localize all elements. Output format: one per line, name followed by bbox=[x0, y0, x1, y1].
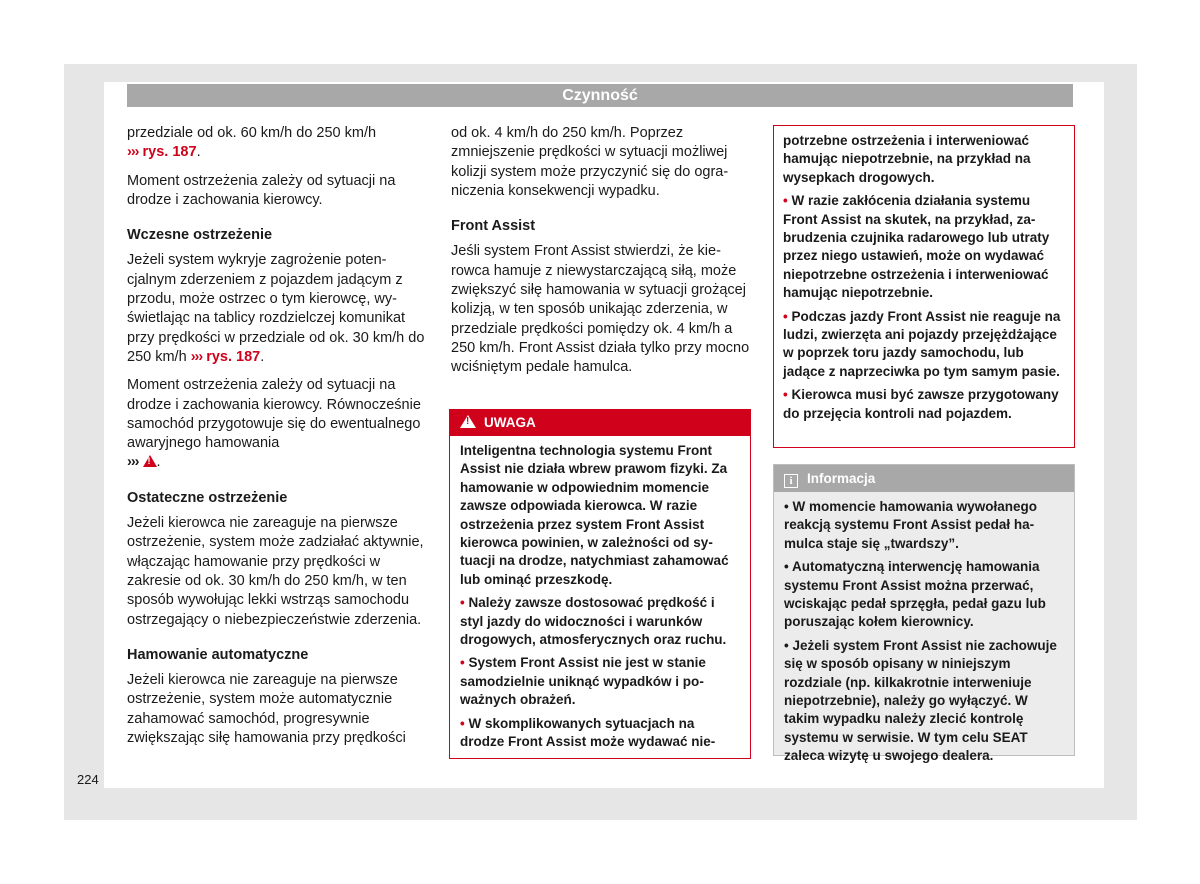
warning-box-continued bbox=[773, 125, 1075, 448]
paragraph: przedziale od ok. 60 km/h do 250 km/h ››› rys. 187. bbox=[127, 125, 377, 161]
reference-arrows: ››› bbox=[127, 144, 139, 161]
bullet-icon: • bbox=[783, 193, 788, 209]
paragraph: Jeżeli kierowca nie zareaguje na pierwsze ostrzeżenie, system może zadziałać aktywnie, włączając hamowanie przy prędkości w zakresie od ok. 30 km/h do 250 km/h, w ten sposób wywołując lekki wstrząs samochodu ostrzegający o niebezpieczeństwie zderzenia. bbox=[127, 515, 424, 628]
text-column-left bbox=[127, 124, 427, 757]
subheading-early-warning: Wczesne ostrzeżenie bbox=[127, 227, 273, 244]
warning-box bbox=[449, 409, 751, 759]
text-column-middle bbox=[451, 124, 751, 387]
figure-link[interactable]: rys. 187 bbox=[142, 144, 197, 161]
list-item: • Kierowca musi być zawsze przygotowany do przejęcia kontroli nad pojazdem. bbox=[783, 387, 1059, 421]
reference-arrows: ››› bbox=[127, 454, 139, 471]
info-box bbox=[773, 464, 1075, 764]
bullet-icon: • bbox=[784, 637, 789, 653]
warning-triangle-icon[interactable] bbox=[143, 455, 157, 467]
paragraph: Jeśli system Front Assist stwierdzi, że kierowca hamuje z niewystarczającą siłą, może zwiększyć siłę hamowania w sytuacji grożącej kolizją, w ten sposób unikając zderzenia, w przedziale prędkości pomiędzy ok. 4 km/h a 250 km/h. Front Assist działa tylko przy mocno wciśniętym pedale hamulca. bbox=[451, 243, 750, 376]
bullet-icon: • bbox=[784, 559, 789, 575]
figure-link[interactable]: rys. 187 bbox=[206, 348, 261, 365]
info-box-header: i Informacja bbox=[774, 465, 1074, 492]
list-item: • Jeżeli system Front Assist nie zachowuje się w sposób opisany w niniejszym rozdziale (np. kilkakrotnie interweniuje niepotrzebnie), należy go wyłączyć. W takim wypadku należy zlecić kontrolę systemu w serwisie. W tym celu SEAT zaleca wizytę u swojego dealera. bbox=[784, 637, 1057, 764]
paragraph: Moment ostrzeżenia zależy od sytuacji na drodze i zachowania kierowcy. bbox=[127, 172, 396, 208]
subheading-automatic-braking: Hamowanie automatyczne bbox=[127, 646, 309, 663]
bullet-icon: • bbox=[460, 595, 465, 611]
bullet-icon: • bbox=[783, 308, 788, 324]
page-number: 224 bbox=[77, 772, 99, 787]
list-item: • W skomplikowanych sytuacjach na drodze Front Assist może wydawać nie- bbox=[460, 715, 716, 750]
list-item: • W momencie hamowania wywołanego reakcją systemu Front Assist pedał hamulca staje się „twardszy”. bbox=[784, 499, 1038, 551]
list-item: • W razie zakłócenia działania systemu Front Assist na skutek, na przykład, zabrudzenia czujnika radarowego lub utraty przez niego ustawień, może on wydawać niepotrzebne ostrzeżenia i interweniować hamując niepotrzebnie. bbox=[783, 193, 1050, 301]
bullet-icon: • bbox=[460, 655, 465, 671]
bullet-icon: • bbox=[460, 715, 465, 731]
list-item: • System Front Assist nie jest w stanie samodzielnie uniknąć wypadków i poważnych obrażeń. bbox=[460, 655, 706, 708]
bullet-icon: • bbox=[784, 499, 789, 514]
paragraph: potrzebne ostrzeżenia i interweniować hamując niepotrzebnie, na przykład na wysepkach drogowych. bbox=[783, 133, 1031, 185]
subheading-front-assist: Front Assist bbox=[451, 218, 536, 235]
paragraph: od ok. 4 km/h do 250 km/h. Poprzez zmniejszenie prędkości w sytuacji możliwej kolizji system może przyczynić się do ograniczenia konsekwencji wypadku. bbox=[451, 125, 729, 199]
warning-triangle-icon bbox=[460, 415, 476, 428]
warning-intro: Inteligentna technologia systemu Front Assist nie działa wbrew prawom fizyki. Za hamowanie w odpowiednim momencie zawsze odpowiada kierowca. W razie ostrzeżenia przez system Front Assist kierowca powinien, w zależności od sytuacji na drodze, natychmiast zahamować lub ominąć przeszkodę. bbox=[460, 443, 729, 587]
subheading-final-warning: Ostateczne ostrzeżenie bbox=[127, 489, 288, 506]
paragraph: Moment ostrzeżenia zależy od sytuacji na drodze i zachowania kierowcy. Równocześnie samochód przygotowuje się do ewentualnego awaryjnego hamowania ››› ! . bbox=[127, 376, 427, 472]
section-header: Czynność bbox=[127, 84, 1073, 107]
info-icon: i bbox=[784, 474, 798, 488]
reference-arrows: ››› bbox=[190, 348, 203, 365]
paragraph: Jeżeli kierowca nie zareaguje na pierwsze ostrzeżenie, system może automatycznie zahamować samochód, progresywnie zwiększając siłę hamowania przy prędkości bbox=[127, 672, 406, 747]
warning-box-header: !UWAGA bbox=[450, 410, 750, 436]
list-item: • Podczas jazdy Front Assist nie reaguje na ludzi, zwierzęta ani pojazdy przejężdżające w poprzek toru jazdy samochodu, lub jadące z naprzeciwka po tym samym pasie. bbox=[783, 308, 1061, 379]
bullet-icon: • bbox=[783, 387, 788, 403]
list-item: • Automatyczną interwencję hamowania systemu Front Assist można przerwać, wciskając pedał sprzęgła, pedał gazu lub poruszając kołem kierownicy. bbox=[784, 559, 1046, 630]
list-item: • Należy zawsze dostosować prędkość i styl jazdy do widoczności i warunków drogowych, atmosferycznych oraz ruchu. bbox=[460, 595, 727, 648]
paragraph: Jeżeli system wykryje zagrożenie potencjalnym zderzeniem z pojazdem jadącym z przodu, może ostrzec o tym kierowcę, wyświetlając na tablicy rozdzielczej komunikat przy prędkości w przedziale od ok. 30 km/h do 250 km/h ››› rys. 187. bbox=[127, 252, 425, 365]
